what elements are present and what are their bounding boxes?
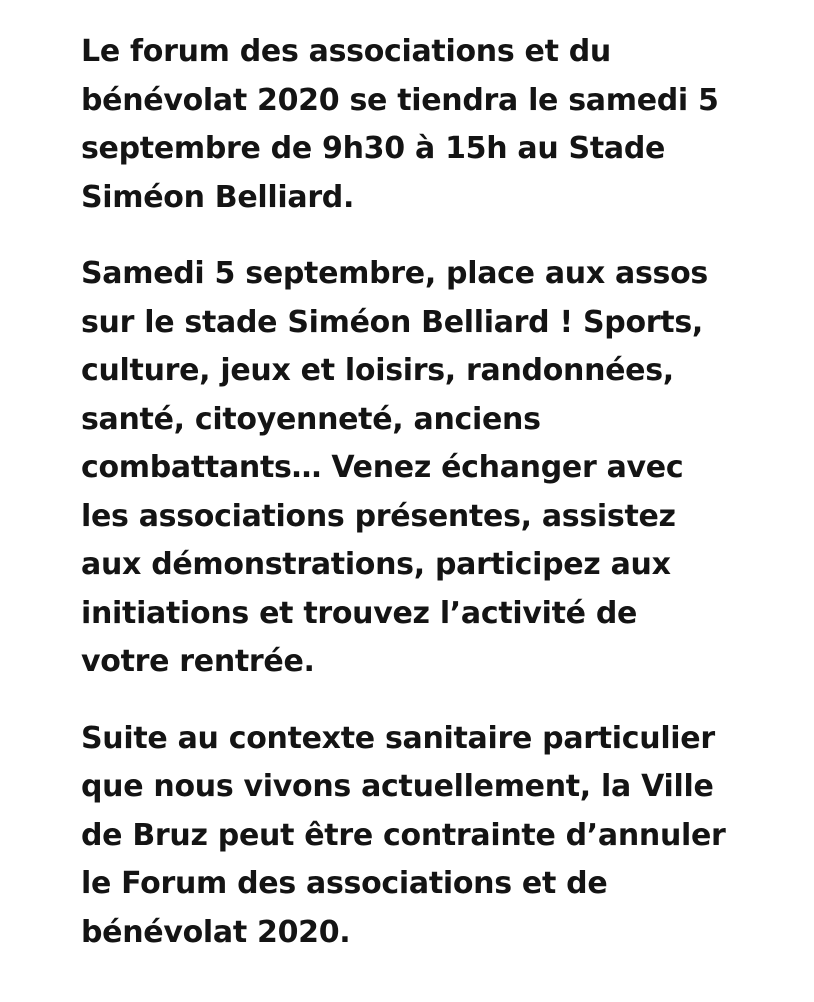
text-line: Siméon Belliard. bbox=[81, 179, 355, 215]
paragraph-sanitary-notice bbox=[81, 715, 781, 958]
text-line: le Forum des associations et de bbox=[81, 866, 608, 901]
text-line: Suite au contexte sanitaire particulier bbox=[81, 720, 715, 756]
text-line: septembre de 9h30 à 15h au Stade bbox=[81, 131, 666, 166]
paragraph-forum-date bbox=[81, 28, 781, 222]
article-body bbox=[81, 28, 781, 985]
text-line: aux démonstrations, participez aux bbox=[81, 547, 671, 582]
text-line: que nous vivons actuellement, la Ville bbox=[81, 769, 714, 804]
text-line: initiations et trouvez l’activité de bbox=[81, 595, 638, 631]
text-line: culture, jeux et loisirs, randonnées, bbox=[81, 353, 674, 388]
text-line: sur le stade Siméon Belliard ! Sports, bbox=[81, 304, 703, 340]
text-line: bénévolat 2020 se tiendra le samedi 5 bbox=[81, 82, 719, 118]
text-line: Le forum des associations et du bbox=[81, 34, 611, 69]
text-line: les associations présentes, assistez bbox=[81, 498, 676, 534]
text-line: santé, citoyenneté, anciens bbox=[81, 401, 541, 437]
text-line: votre rentrée. bbox=[81, 644, 315, 679]
text-line: de Bruz peut être contrainte d’annuler bbox=[81, 817, 726, 853]
text-line: bénévolat 2020. bbox=[81, 914, 351, 950]
text-line: combattants… Venez échanger avec bbox=[81, 450, 684, 485]
text-line: Samedi 5 septembre, place aux assos bbox=[81, 256, 708, 291]
paragraph-forum-activities bbox=[81, 250, 781, 687]
